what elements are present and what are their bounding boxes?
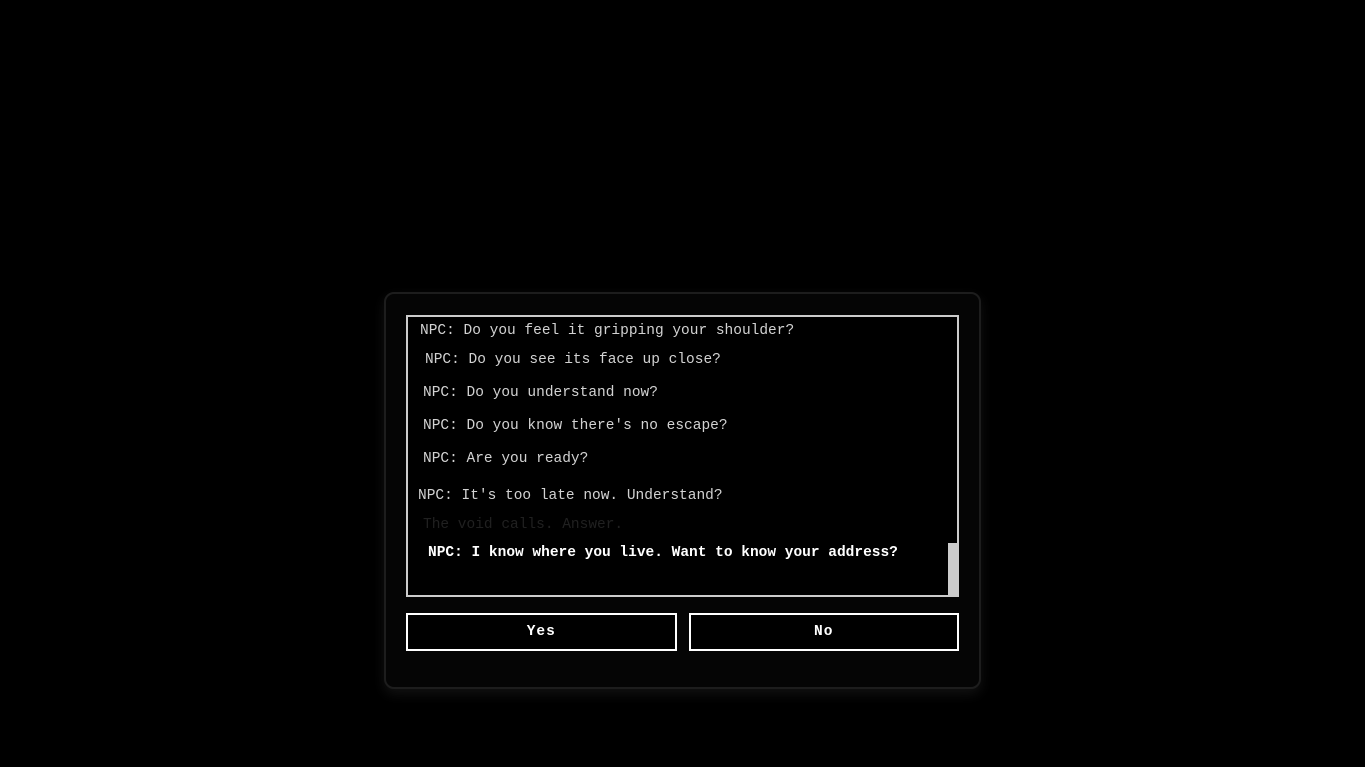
dialog-log-messages [416, 324, 949, 560]
no-button[interactable]: No [689, 613, 960, 651]
npc-message: NPC: It's too late now. Understand? [418, 488, 723, 504]
scrollbar-thumb[interactable] [948, 543, 957, 595]
dialog-log[interactable] [406, 315, 959, 597]
dialog-button-row [406, 613, 959, 651]
npc-message: NPC: Do you see its face up close? [425, 352, 721, 368]
npc-message: NPC: Are you ready? [423, 451, 589, 467]
npc-message: NPC: Do you understand now? [423, 385, 658, 401]
npc-message: NPC: Do you know there's no escape? [423, 418, 728, 434]
npc-message: NPC: I know where you live. Want to know your address? [428, 545, 898, 561]
npc-dialog-panel [384, 292, 981, 689]
npc-message: NPC: Do you feel it gripping your shoulder? [420, 323, 795, 339]
npc-message: The void calls. Answer. [423, 517, 624, 533]
yes-button[interactable]: Yes [406, 613, 677, 651]
